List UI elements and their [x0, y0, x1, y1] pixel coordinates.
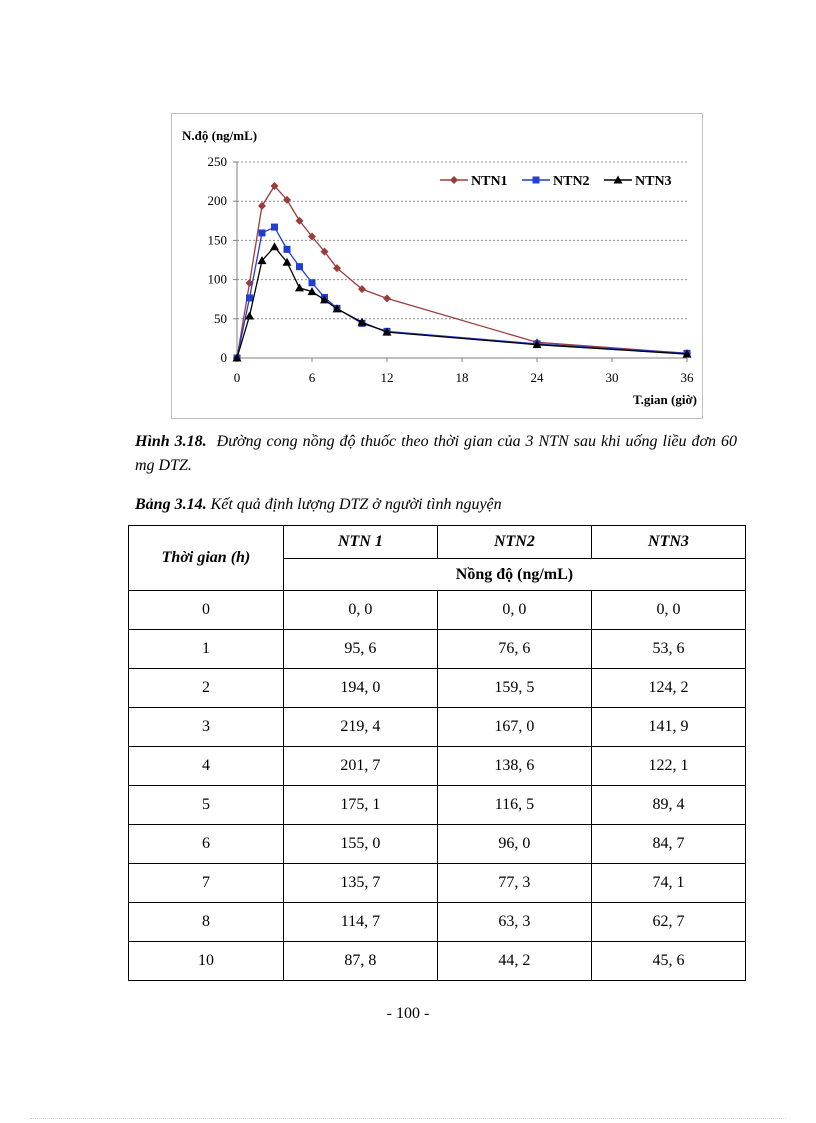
series-line-ntn1: [237, 186, 687, 358]
value-cell: 122, 1: [591, 747, 745, 786]
value-cell: 194, 0: [283, 669, 437, 708]
x-tick-label: 30: [605, 370, 619, 385]
time-header: Thời gian (h): [129, 526, 284, 591]
concentration-chart: [171, 113, 703, 419]
x-tick-label: 18: [455, 370, 469, 385]
data-point-ntn1: [258, 202, 266, 210]
value-cell: 201, 7: [283, 747, 437, 786]
page-number: - 100 -: [386, 1005, 430, 1022]
table-row: [129, 903, 746, 942]
value-cell: 0, 0: [591, 591, 745, 630]
value-cell: 96, 0: [437, 825, 591, 864]
y-tick-label: 50: [214, 310, 227, 326]
data-point-ntn2: [284, 246, 291, 253]
value-cell: 116, 5: [437, 786, 591, 825]
value-cell: 141, 9: [591, 708, 745, 747]
y-tick-label: 200: [207, 193, 227, 209]
data-point-ntn2: [246, 294, 253, 301]
table-row: [129, 942, 746, 981]
series-line-ntn3: [237, 247, 687, 358]
table-row: [129, 591, 746, 630]
table-caption: [135, 493, 737, 517]
y-axis-label: N.độ (ng/mL): [182, 128, 258, 143]
table-row: [129, 669, 746, 708]
figure-caption-text: Đường cong nồng độ thuốc theo thời gian của 3 NTN sau khi uống liều đơn 60 mg DTZ.: [135, 433, 738, 474]
y-tick-label: 0: [220, 350, 227, 365]
data-point-ntn3: [295, 283, 304, 291]
col-header-ntn1: NTN 1: [283, 526, 437, 559]
legend-label-ntn2: NTN2: [553, 174, 590, 189]
table-caption-label: Bảng 3.14.: [135, 496, 207, 513]
data-point-ntn2: [309, 279, 316, 286]
col-header-ntn2: NTN2: [437, 526, 591, 559]
value-cell: 159, 5: [437, 669, 591, 708]
value-cell: 95, 6: [283, 630, 437, 669]
time-cell: 3: [129, 708, 284, 747]
value-cell: 63, 3: [437, 903, 591, 942]
y-tick-label: 150: [207, 232, 227, 248]
concentration-subheader: Nồng độ (ng/mL): [283, 559, 745, 591]
value-cell: 219, 4: [283, 708, 437, 747]
value-cell: 0, 0: [437, 591, 591, 630]
x-tick-label: 24: [530, 370, 544, 385]
x-tick-label: 12: [380, 370, 394, 385]
x-axis-label: T.gian (giờ): [632, 392, 697, 407]
y-tick-label: 100: [207, 271, 227, 287]
time-cell: 10: [129, 942, 284, 981]
page-bottom-divider: [30, 1118, 786, 1119]
table-row: [129, 747, 746, 786]
value-cell: 124, 2: [591, 669, 745, 708]
legend-label-ntn3: NTN3: [635, 174, 672, 189]
value-cell: 76, 6: [437, 630, 591, 669]
value-cell: 53, 6: [591, 630, 745, 669]
table-row: [129, 708, 746, 747]
time-cell: 2: [129, 669, 284, 708]
value-cell: 89, 4: [591, 786, 745, 825]
data-point-ntn2: [259, 229, 266, 236]
value-cell: 167, 0: [437, 708, 591, 747]
x-tick-label: 6: [308, 370, 316, 385]
x-tick-label: 36: [680, 370, 694, 385]
table-body: [129, 591, 746, 981]
figure-caption: [135, 430, 737, 478]
value-cell: 135, 7: [283, 864, 437, 903]
time-cell: 5: [129, 786, 284, 825]
legend-marker-ntn2: [533, 177, 540, 184]
value-cell: 0, 0: [283, 591, 437, 630]
value-cell: 74, 1: [591, 864, 745, 903]
y-tick-label: 250: [207, 154, 227, 169]
value-cell: 155, 0: [283, 825, 437, 864]
time-cell: 1: [129, 630, 284, 669]
col-header-ntn3: NTN3: [591, 526, 745, 559]
time-cell: 7: [129, 864, 284, 903]
data-point-ntn2: [296, 263, 303, 270]
value-cell: 138, 6: [437, 747, 591, 786]
value-cell: 175, 1: [283, 786, 437, 825]
data-point-ntn2: [271, 224, 278, 231]
chart-svg: [172, 114, 704, 420]
legend-marker-ntn1: [450, 176, 458, 184]
time-cell: 8: [129, 903, 284, 942]
table-row: [129, 630, 746, 669]
table-row: [129, 864, 746, 903]
table-header-row: [129, 526, 746, 559]
figure-caption-label: Hình 3.18.: [135, 433, 207, 450]
x-tick-label: 0: [233, 370, 241, 385]
value-cell: 84, 7: [591, 825, 745, 864]
value-cell: 87, 8: [283, 942, 437, 981]
value-cell: 44, 2: [437, 942, 591, 981]
value-cell: 77, 3: [437, 864, 591, 903]
table-row: [129, 825, 746, 864]
time-cell: 6: [129, 825, 284, 864]
table-row: [129, 786, 746, 825]
value-cell: 114, 7: [283, 903, 437, 942]
time-cell: 0: [129, 591, 284, 630]
concentration-table: [128, 525, 746, 981]
value-cell: 62, 7: [591, 903, 745, 942]
time-cell: 4: [129, 747, 284, 786]
data-point-ntn3: [270, 242, 279, 250]
value-cell: 45, 6: [591, 942, 745, 981]
table-caption-text: Kết quả định lượng DTZ ở người tình nguyện: [210, 496, 502, 513]
legend-label-ntn1: NTN1: [471, 174, 508, 189]
data-point-ntn1: [383, 294, 391, 302]
